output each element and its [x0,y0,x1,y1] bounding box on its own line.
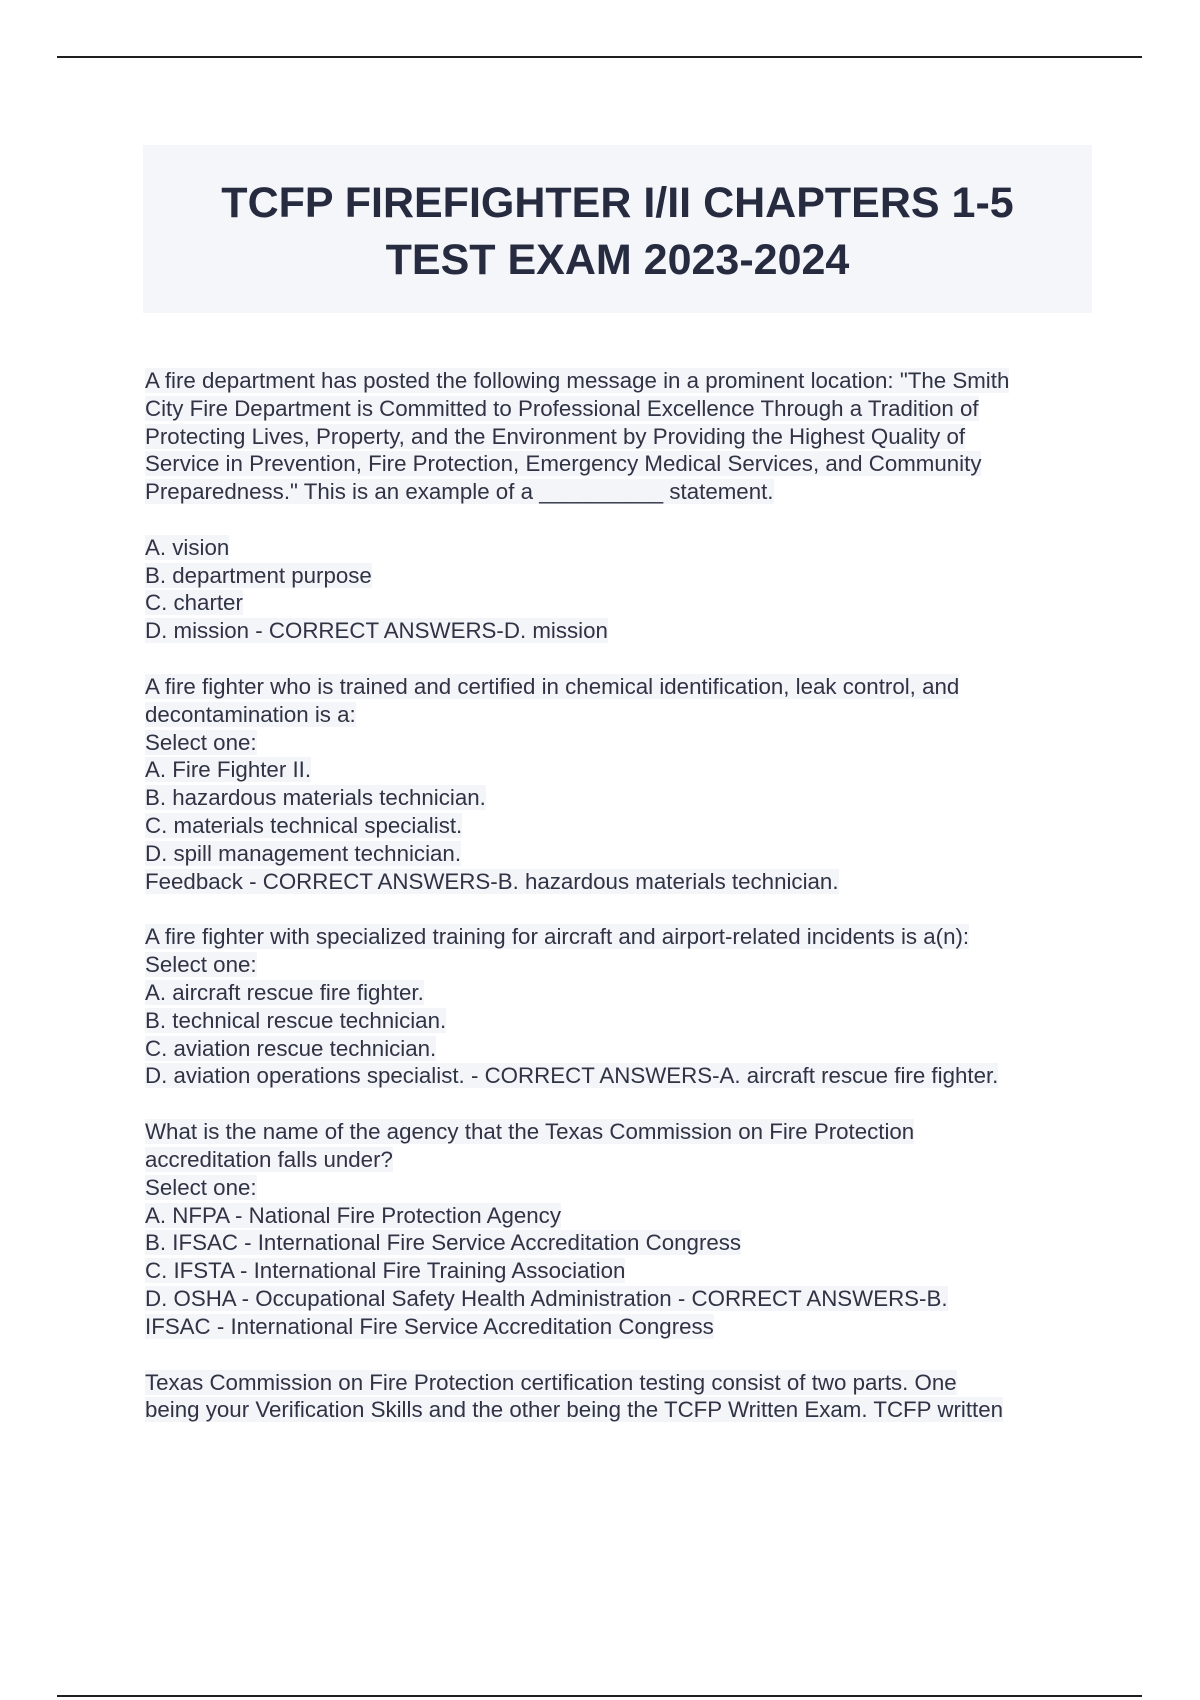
answer-option: D. aviation operations specialist. - CORRECT ANSWERS-A. aircraft rescue fire fighter. [145,1063,999,1089]
text-line: Select one: [145,952,257,978]
text-line: being your Verification Skills and the other being the TCFP Written Exam. TCFP written [145,1397,1004,1423]
answer-option: B. hazardous materials technician. [145,785,486,811]
answer-option: IFSAC - International Fire Service Accreditation Congress [145,1313,714,1339]
answer-option: A. Fire Fighter II. [145,757,312,783]
title-banner [143,145,1092,313]
text-line: Select one: [145,1174,257,1200]
text-line: decontamination is a: [145,701,356,727]
answer-option: D. spill management technician. [145,840,462,866]
text-line: Protecting Lives, Property, and the Environment by Providing the Highest Quality of [145,423,966,449]
answer-option: B. department purpose [145,562,372,588]
question-block-4 [145,1118,1095,1340]
text-line: Texas Commission on Fire Protection certification testing consist of two parts. One [145,1369,957,1395]
title-line: TEST EXAM 2023-2024 [385,236,850,284]
bottom-rule [57,1695,1142,1697]
answer-feedback: Feedback - CORRECT ANSWERS-B. hazardous materials technician. [145,868,839,894]
answer-option: A. NFPA - National Fire Protection Agency [145,1202,561,1228]
answer-option: D. OSHA - Occupational Safety Health Administration - CORRECT ANSWERS-B. [145,1285,948,1311]
answer-option: B. IFSAC - International Fire Service Accreditation Congress [145,1230,742,1256]
answer-option: C. IFSTA - International Fire Training Association [145,1258,626,1284]
question-block-3 [145,923,1095,1090]
blank-line [145,506,1095,534]
answer-option: D. mission - CORRECT ANSWERS-D. mission [145,618,608,644]
text-line: Select one: [145,729,257,755]
question-block-5 [145,1369,1095,1425]
title-line: TCFP FIREFIGHTER I/II CHAPTERS 1-5 [221,179,1014,227]
text-line: A fire department has posted the following message in a prominent location: "The Smith [145,368,1010,393]
text-line: City Fire Department is Committed to Professional Excellence Through a Tradition of [145,395,979,421]
text-line: accreditation falls under? [145,1146,393,1172]
text-line: Preparedness." This is an example of a __________ statement. [145,479,774,505]
answer-option: A. vision [145,534,230,560]
question-block-2 [145,673,1095,895]
top-rule [57,56,1142,58]
answer-option: C. materials technical specialist. [145,812,463,838]
answer-option: A. aircraft rescue fire fighter. [145,979,424,1005]
page-title [221,169,1013,289]
text-line: A fire fighter with specialized training for aircraft and airport-related incidents is a(n): [145,924,970,950]
question-block-1 [145,367,1095,645]
text-line: A fire fighter who is trained and certified in chemical identification, leak control, and [145,673,960,699]
question-list [145,367,1095,1452]
text-line: What is the name of the agency that the Texas Commission on Fire Protection [145,1119,915,1145]
answer-option: B. technical rescue technician. [145,1007,447,1033]
answer-option: C. charter [145,590,243,616]
text-line: Service in Prevention, Fire Protection, Emergency Medical Services, and Community [145,451,982,477]
answer-option: C. aviation rescue technician. [145,1035,437,1061]
